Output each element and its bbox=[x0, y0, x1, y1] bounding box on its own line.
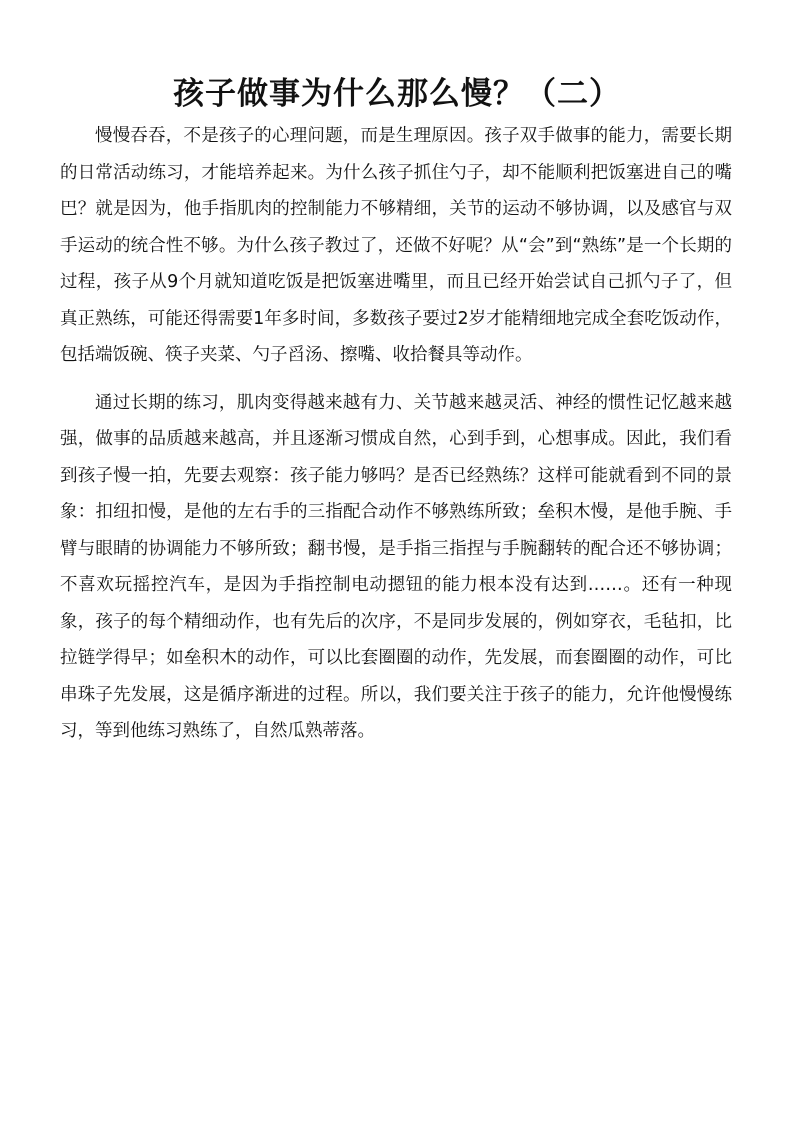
paragraph-2: 通过长期的练习，肌肉变得越来越有力、关节越来越灵活、神经的惯性记忆越来越强，做事的品质越来越高，并且逐渐习惯成自然，心到手到，心想事成。因此，我们看到孩子慢一拍，先要去观察：孩子能力够吗？是否已经熟练？这样可能就看到不同的景象：扣纽扣慢，是他的左右手的三指配合动作不够熟练所致；垒积木慢，是他手腕、手臂与眼睛的协调能力不够所致；翻书慢，是手指三指捏与手腕翻转的配合还不够协调；不喜欢玩摇控汽车，是因为手指控制电动摁钮的能力根本没有达到……。还有一种现象，孩子的每个精细动作，也有先后的次序，不是同步发展的，例如穿衣，毛毡扣，比拉链学得早；如垒积木的动作，可以比套圈圈的动作，先发展，而套圈圈的动作，可比串珠子先发展，这是循序渐进的过程。所以，我们要关注于孩子的能力，允许他慢慢练习，等到他练习熟练了，自然瓜熟蒂落。 bbox=[60, 392, 732, 741]
document-body bbox=[60, 118, 732, 750]
document-title: 孩子做事为什么那么慢？（二） bbox=[173, 76, 621, 112]
paragraph-1: 慢慢吞吞，不是孩子的心理问题，而是生理原因。孩子双手做事的能力，需要长期的日常活动练习，才能培养起来。为什么孩子抓住勺子，却不能顺利把饭塞进自己的嘴巴？就是因为，他手指肌肉的控制能力不够精细，关节的运动不够协调，以及感官与双手运动的统合性不够。为什么孩子教过了，还做不好呢？从“会”到“熟练”是一个长期的过程，孩子从9个月就知道吃饭是把饭塞进嘴里，而且已经开始尝试自己抓勺子了，但真正熟练，可能还得需要1年多时间，多数孩子要过2岁才能精细地完成全套吃饭动作，包括端饭碗、筷子夹菜、勺子舀汤、擦嘴、收拾餐具等动作。 bbox=[60, 126, 732, 365]
